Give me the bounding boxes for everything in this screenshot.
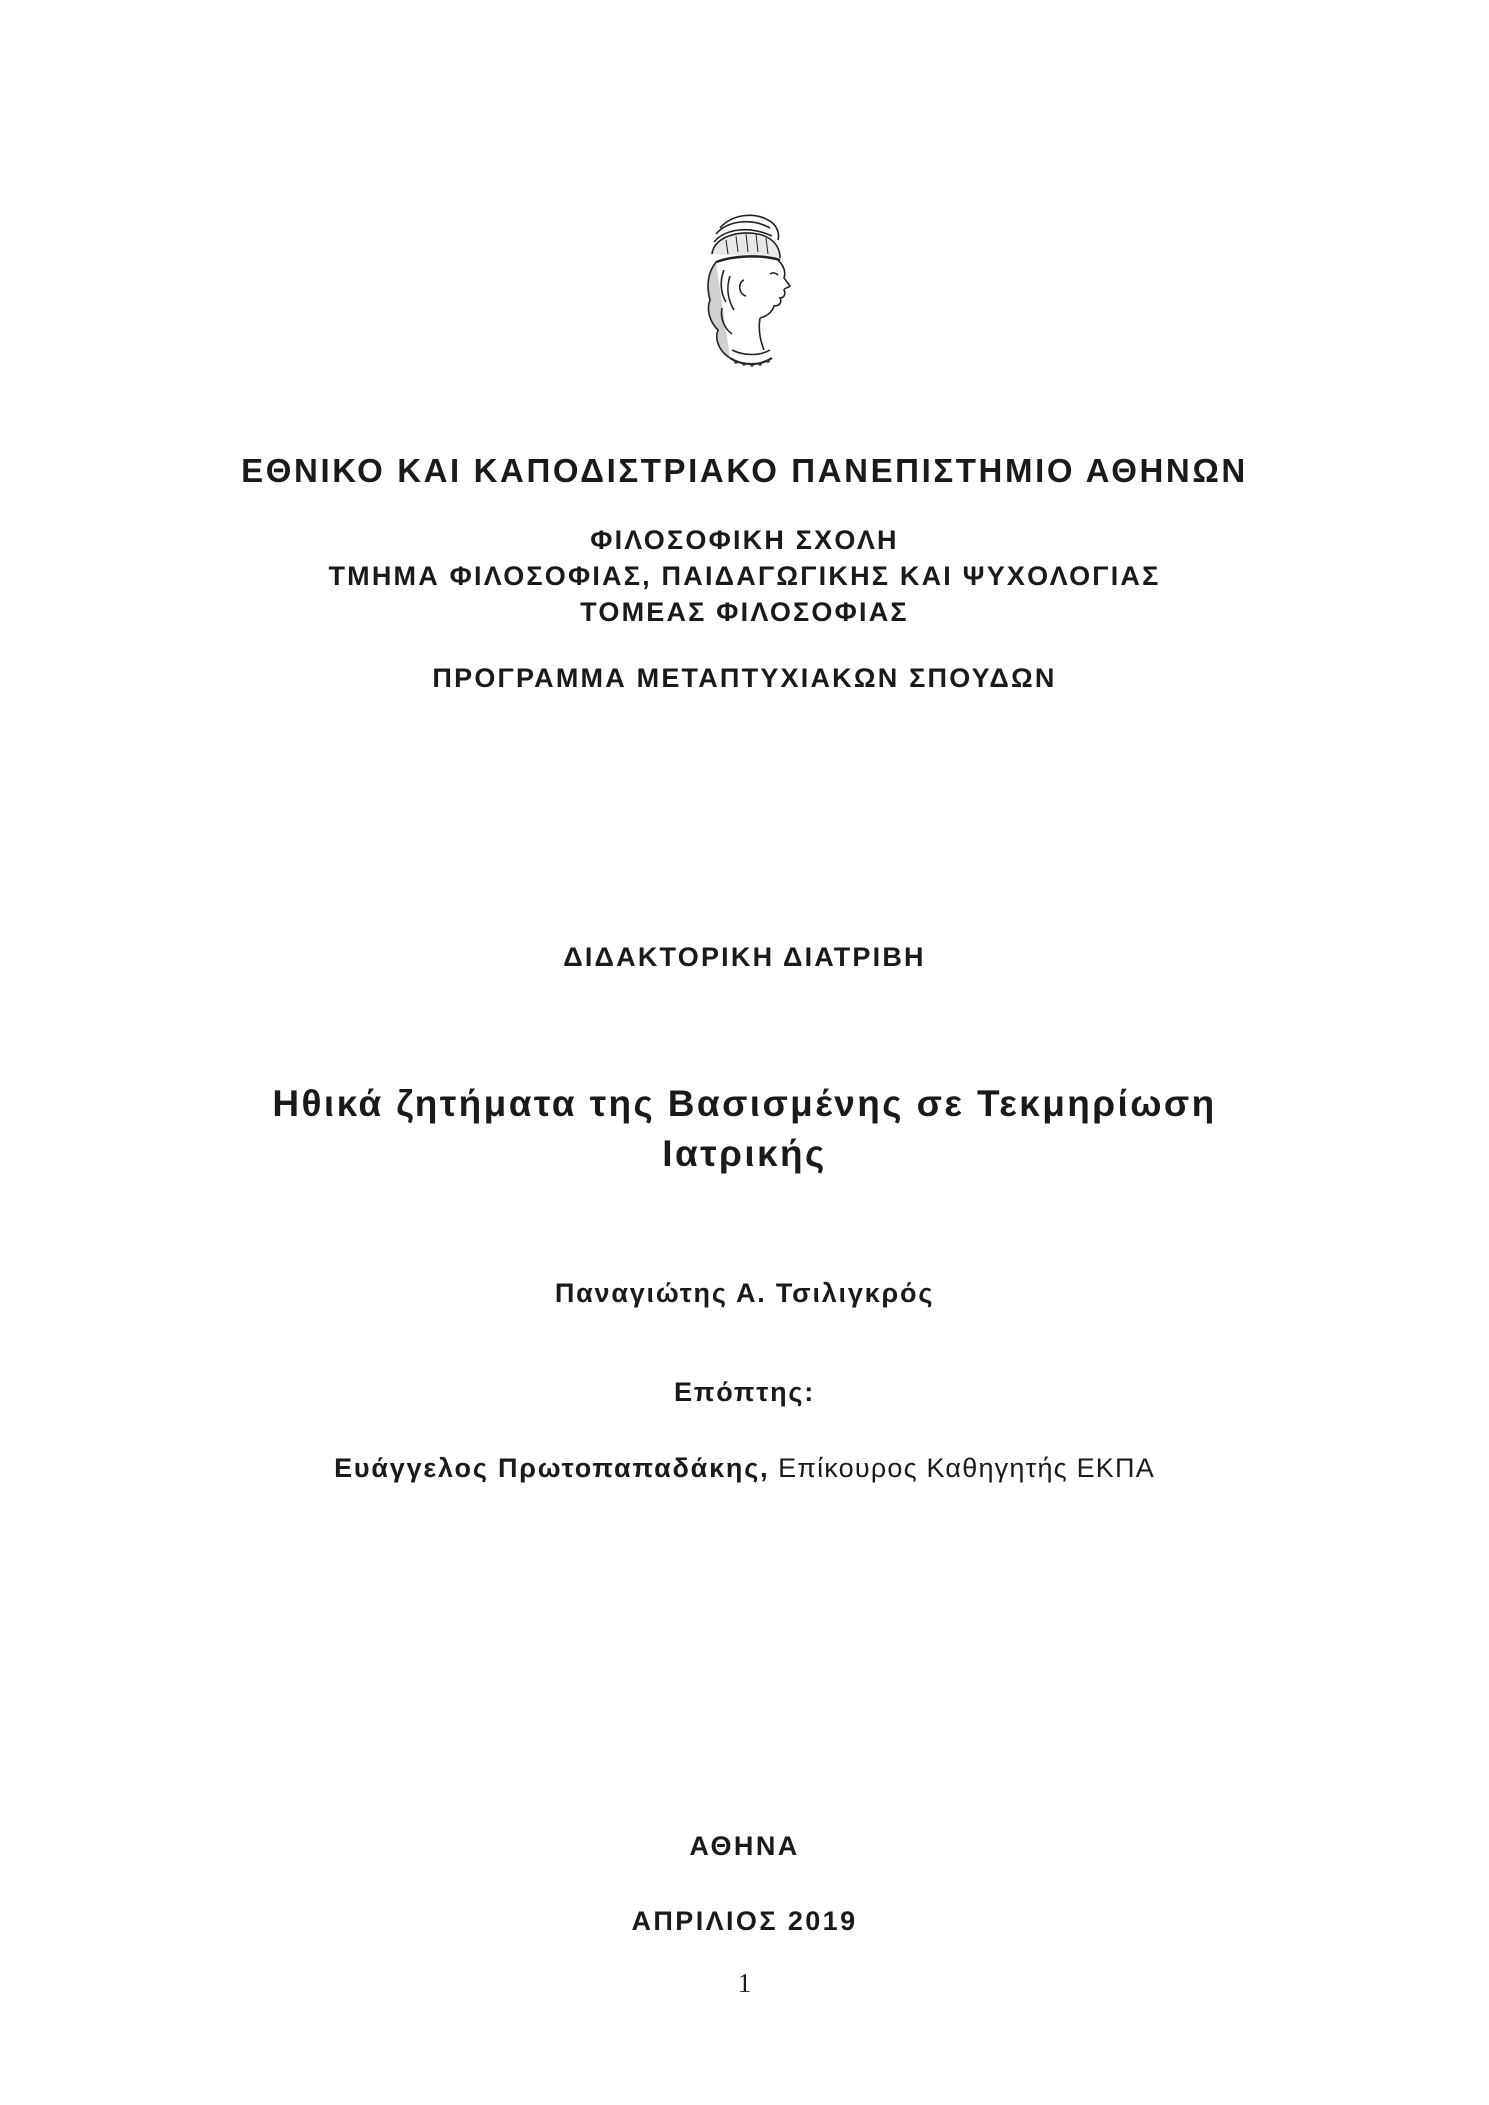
school-name: ΦΙΛΟΣΟΦΙΚΗ ΣΧΟΛΗ <box>590 525 899 555</box>
publication-date: ΑΠΡΙΛΙΟΣ 2019 <box>631 1906 858 1936</box>
thesis-title-line-1: Ηθικά ζητήματα της Βασισμένης σε Τεκμηρίωση <box>272 1083 1217 1124</box>
sector-name: ΤΟΜΕΑΣ ΦΙΛΟΣΟΦΙΑΣ <box>580 597 909 627</box>
city: ΑΘΗΝΑ <box>689 1831 800 1861</box>
university-name: ΕΘΝΙΚΟ ΚΑΙ ΚΑΠΟΔΙΣΤΡΙΑΚΟ ΠΑΝΕΠΙΣΤΗΜΙΟ ΑΘΗΝΩΝ <box>241 452 1248 489</box>
supervisor-role: Επίκουρος Καθηγητής ΕΚΠΑ <box>769 1453 1155 1483</box>
program-name: ΠΡΟΓΡΑΜΜΑ ΜΕΤΑΠΤΥΧΙΑΚΩΝ ΣΠΟΥΔΩΝ <box>432 663 1057 693</box>
author-name: Παναγιώτης Α. Τσιλιγκρός <box>554 1278 935 1308</box>
supervisor-line <box>0 1453 1489 1484</box>
document-type: ΔΙΔΑΚΤΟΡΙΚΗ ΔΙΑΤΡΙΒΗ <box>563 942 926 972</box>
supervisor-label: Επόπτης: <box>673 1377 816 1407</box>
athena-head-seal-icon <box>680 210 810 375</box>
department-name: ΤΜΗΜΑ ΦΙΛΟΣΟΦΙΑΣ, ΠΑΙΔΑΓΩΓΙΚΗΣ ΚΑΙ ΨΥΧΟΛΟΓΙΑΣ <box>328 561 1161 591</box>
page-number: 1 <box>737 1968 752 1998</box>
supervisor-name: Ευάγγελος Πρωτοπαπαδάκης, <box>334 1453 770 1483</box>
thesis-title-line-2: Ιατρικής <box>662 1133 827 1174</box>
